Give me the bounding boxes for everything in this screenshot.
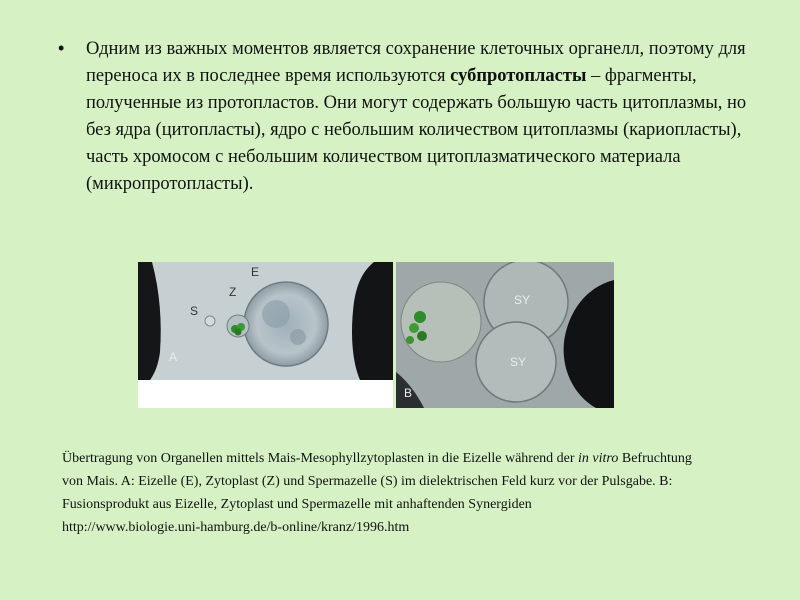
caption-italic: in vitro [578, 451, 619, 466]
micrograph-panel-b [396, 262, 614, 408]
bullet-text-end: – фрагменты, полученные из протопластов. Они могут содержать большую часть цитоплазмы, но без ядра (цитопласты), ядро с небольшим количеством цитоплазмы (кариопласты), часть хромосом с небольшим количеством цитоплазматического материала (микропротопласты). [86, 66, 747, 194]
micrograph-panel-a [138, 262, 393, 408]
bullet-paragraph [58, 36, 758, 198]
micrograph-a-image [138, 262, 393, 408]
bullet-marker: • [58, 38, 65, 58]
micrograph-b-image [396, 262, 614, 408]
panel-letter-b: B [404, 386, 413, 400]
figure-caption [62, 447, 702, 539]
label-s: S [190, 304, 199, 318]
panel-letter-a: A [169, 350, 178, 364]
bullet-text-start: Одним из важных моментов является сохранение клеточных органелл, поэтому для переноса их в последнее время используются [86, 39, 746, 86]
label-sy-top: SY [514, 293, 531, 307]
bullet-text [86, 36, 758, 198]
label-z: Z [229, 285, 237, 299]
source-url: http://www.biologie.uni-hamburg.de/b-online/kranz/1996.htm [62, 520, 410, 535]
label-e: E [251, 265, 260, 279]
bold-term: субпротопласты [450, 66, 587, 86]
label-sy-bottom: SY [510, 355, 527, 369]
caption-text-start: Übertragung von Organellen mittels Mais-Mesophyllzytoplasten in die Eizelle während der [62, 451, 579, 466]
caption-text-end: Befruchtung von Mais. A: Eizelle (E), Zytoplast (Z) und Spermazelle (S) im dielektrischen Feld kurz vor der Pulsgabe. B: Fusionsprodukt aus Eizelle, Zytoplast und Spermazelle mit anhaftenden Synergiden [62, 451, 692, 512]
